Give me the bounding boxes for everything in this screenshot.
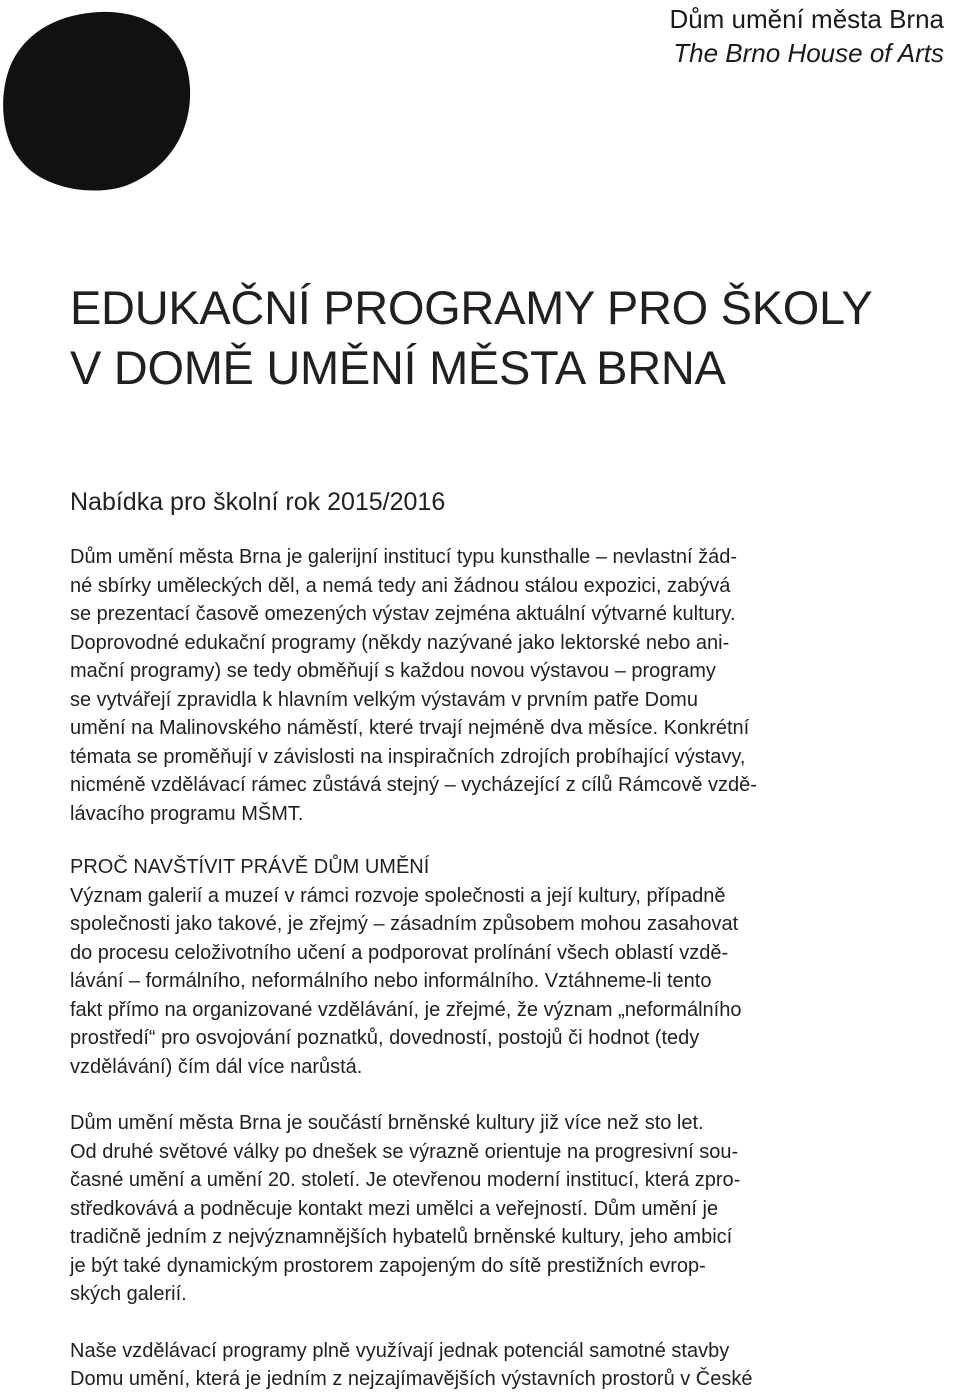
- text-line: tradičně jedním z nejvýznamnějších hybatelů brněnské kultury, jeho ambicí: [70, 1226, 733, 1248]
- text-line: Význam galerií a muzeí v rámci rozvoje společnosti a její kultury, případně: [70, 884, 726, 907]
- paragraph-gap: [70, 1081, 902, 1109]
- text-line: Doprovodné edukační programy (někdy nazývané jako lektorské nebo ani-: [70, 631, 730, 654]
- text-line: lávání – formálního, neformálního nebo informálního. Vztáhneme-li tento: [70, 970, 712, 992]
- intro-paragraph: [70, 543, 902, 828]
- text-line: středkovává a podněcuje kontakt mezi umělci a veřejností. Dům umění je: [70, 1197, 719, 1220]
- text-line: fakt přímo na organizované vzdělávání, je zřejmé, že význam „neformálního: [70, 998, 742, 1021]
- institution-name-en: The Brno House of Arts: [673, 38, 944, 68]
- text-line: Od druhé světové války po dnešek se výrazně orientuje na progresivní sou-: [70, 1140, 739, 1163]
- text-line: mační programy) se tedy obměňují s každou novou výstavou – programy: [70, 660, 716, 682]
- logo-blob-icon: [0, 10, 200, 192]
- page-title-line-2: V DOMĚ UMĚNÍ MĚSTA BRNA: [70, 341, 726, 394]
- why-paragraph: [70, 882, 902, 1082]
- history-paragraph: [70, 1109, 902, 1309]
- text-line: lávacího programu MŠMT.: [70, 802, 304, 825]
- text-line: prostředí“ pro osvojování poznatků, dovedností, postojů či hodnot (tedy: [70, 1027, 700, 1049]
- text-line: ských galerií.: [70, 1283, 187, 1305]
- paragraph-gap: [70, 1309, 902, 1337]
- text-line: do procesu celoživotního učení a podporovat prolínání všech oblastí vzdě-: [70, 941, 729, 964]
- text-line: nicméně vzdělávací rámec zůstává stejný – vycházející z cílů Rámcově vzdě-: [70, 774, 757, 796]
- text-line: časné umění a umění 20. století. Je otevřenou moderní institucí, která zpro-: [70, 1169, 741, 1191]
- section-heading-why: PROČ NAVŠTÍVIT PRÁVĚ DŮM UMĚNÍ: [70, 856, 430, 878]
- text-line: se prezentací časově omezených výstav zejména aktuální výtvarné kultury.: [70, 603, 736, 625]
- text-line: společnosti jako takové, je zřejmý – zásadním způsobem mohou zasahovat: [70, 913, 739, 935]
- text-line: Domu umění, která je jedním z nejzajímavějších výstavních prostorů v České: [70, 1368, 753, 1390]
- text-line: Naše vzdělávací programy plně využívají jednak potenciál samotné stavby: [70, 1339, 730, 1362]
- text-line: témata se proměňují v závislosti na inspiračních zdrojích probíhající výstavy,: [70, 745, 746, 768]
- text-line: umění na Malinovského náměstí, které trvají nejméně dva měsíce. Konkrétní: [70, 717, 750, 739]
- text-line: Dům umění města Brna je galerijní institucí typu kunsthalle – nevlastní žád-: [70, 546, 737, 568]
- document-body: [70, 486, 902, 1394]
- institution-name: [669, 2, 944, 70]
- text-line: vzdělávání) čím dál více narůstá.: [70, 1055, 363, 1078]
- page-title-line-1: EDUKAČNÍ PROGRAMY PRO ŠKOLY: [70, 281, 873, 334]
- institution-name-cs: Dům umění města Brna: [669, 4, 944, 34]
- text-line: Dům umění města Brna je součástí brněnské kultury již více než sto let.: [70, 1112, 704, 1134]
- text-line: je být také dynamickým prostorem zapojeným do sítě prestižních evrop-: [70, 1254, 706, 1277]
- text-line: se vytvářejí zpravidla k hlavním velkým výstavám v prvním patře Domu: [70, 688, 698, 711]
- text-line: né sbírky uměleckých děl, a nemá tedy ani žádnou stálou expozici, zabývá: [70, 574, 731, 597]
- school-year-subtitle: Nabídka pro školní rok 2015/2016: [70, 488, 446, 516]
- page-title: [70, 278, 872, 398]
